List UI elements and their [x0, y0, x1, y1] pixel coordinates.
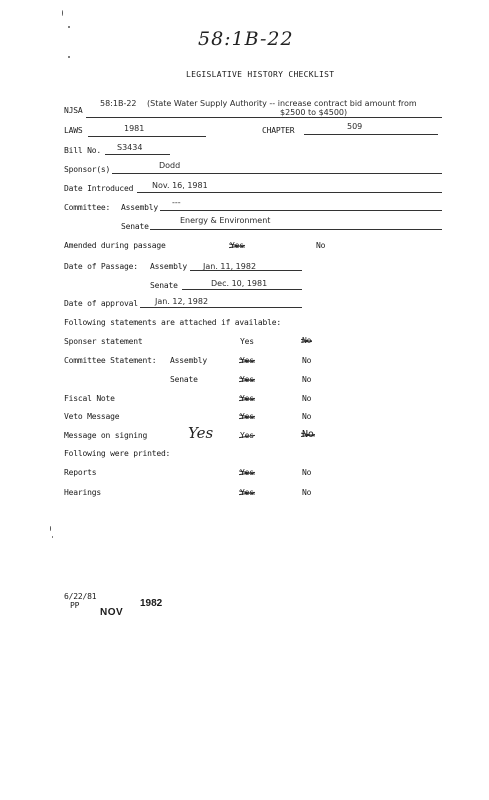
njsa-value: 58:1B-22 [100, 99, 137, 108]
committee-statement-assembly-yes: Yes [240, 356, 254, 365]
fiscal-note-yes: Yes [240, 394, 254, 403]
committee-assembly-label: Assembly [121, 203, 158, 212]
njsa-underline [86, 117, 442, 118]
njsa-label: NJSA [64, 106, 83, 115]
scan-speck [68, 26, 70, 28]
passage-assembly-value: Jan. 11, 1982 [203, 262, 257, 271]
hearings-no: No [302, 488, 312, 497]
njsa-description-line2: $2500 to $4500) [280, 108, 348, 117]
approval-underline [140, 307, 302, 308]
hearings-label: Hearings [64, 488, 101, 497]
stamp-month: NOV [100, 607, 124, 618]
date-introduced-label: Date Introduced [64, 184, 134, 193]
hearings-yes: Yes [240, 488, 254, 497]
approval-label: Date of approval [64, 299, 138, 308]
scan-speck [68, 56, 70, 58]
bill-underline [105, 154, 170, 155]
committee-senate-label: Senate [121, 222, 149, 231]
fiscal-note-label: Fiscal Note [64, 394, 115, 403]
sponsor-underline [112, 173, 442, 174]
committee-label: Committee: [64, 203, 111, 212]
committee-statement-assembly-no: No [302, 356, 312, 365]
signing-handwritten-yes: Yes [188, 424, 214, 442]
committee-statement-assembly: Assembly [170, 356, 207, 365]
bill-value: S3434 [117, 143, 143, 152]
laws-value: 1981 [124, 124, 145, 133]
veto-message-yes: Yes [240, 412, 254, 421]
laws-underline [88, 136, 206, 137]
committee-statement-senate: Senate [170, 375, 198, 384]
scan-speck [50, 526, 51, 531]
sponsor-statement-no: No [302, 336, 312, 345]
amended-yes: Yes [230, 241, 244, 250]
scan-speck [52, 536, 53, 538]
footer-date: 6/22/81 [64, 592, 97, 601]
reports-no: No [302, 468, 312, 477]
passage-senate-value: Dec. 10, 1981 [211, 279, 268, 288]
footer-initials: PP [70, 601, 80, 610]
committee-assembly-value: --- [172, 198, 181, 207]
chapter-label: CHAPTER [262, 126, 295, 135]
sponsor-value: Dodd [159, 161, 181, 170]
passage-senate-label: Senate [150, 281, 178, 290]
sponsor-statement-yes: Yes [240, 337, 254, 346]
printed-heading: Following were printed: [64, 449, 171, 458]
sponsor-label: Sponsor(s) [64, 165, 111, 174]
date-introduced-value: Nov. 16, 1981 [152, 181, 208, 190]
reports-label: Reports [64, 468, 97, 477]
passage-assembly-label: Assembly [150, 262, 187, 271]
signing-message-no: No [302, 429, 314, 440]
bill-label: Bill No. [64, 146, 101, 155]
amended-label: Amended during passage [64, 241, 166, 250]
veto-message-no: No [302, 412, 312, 421]
amended-no: No [316, 241, 326, 250]
sponsor-statement-label: Sponser statement [64, 337, 143, 346]
document-title: LEGISLATIVE HISTORY CHECKLIST [186, 70, 335, 79]
passage-senate-underline [182, 289, 302, 290]
committee-statement-label: Committee Statement: [64, 356, 157, 365]
signing-message-label: Message on signing [64, 431, 148, 440]
passage-assembly-underline [190, 270, 302, 271]
stamp-year: 1982 [140, 598, 163, 609]
signing-message-yes: Yes [240, 431, 254, 440]
fiscal-note-no: No [302, 394, 312, 403]
chapter-underline [304, 134, 438, 135]
committee-senate-underline [150, 229, 442, 230]
scan-speck [62, 10, 63, 16]
laws-label: LAWS [64, 126, 83, 135]
statements-heading: Following statements are attached if available: [64, 318, 281, 327]
chapter-value: 509 [347, 122, 363, 131]
committee-statement-senate-yes: Yes [240, 375, 254, 384]
veto-message-label: Veto Message [64, 412, 120, 421]
committee-assembly-underline [160, 210, 442, 211]
date-introduced-underline [137, 192, 442, 193]
file-number-handwritten: 58:1B-22 [198, 28, 294, 50]
committee-senate-value: Energy & Environment [180, 216, 271, 225]
njsa-description-line1: (State Water Supply Authority -- increase contract bid amount from [147, 99, 417, 108]
passage-label: Date of Passage: [64, 262, 138, 271]
reports-yes: Yes [240, 468, 254, 477]
committee-statement-senate-no: No [302, 375, 312, 384]
approval-value: Jan. 12, 1982 [155, 297, 209, 306]
